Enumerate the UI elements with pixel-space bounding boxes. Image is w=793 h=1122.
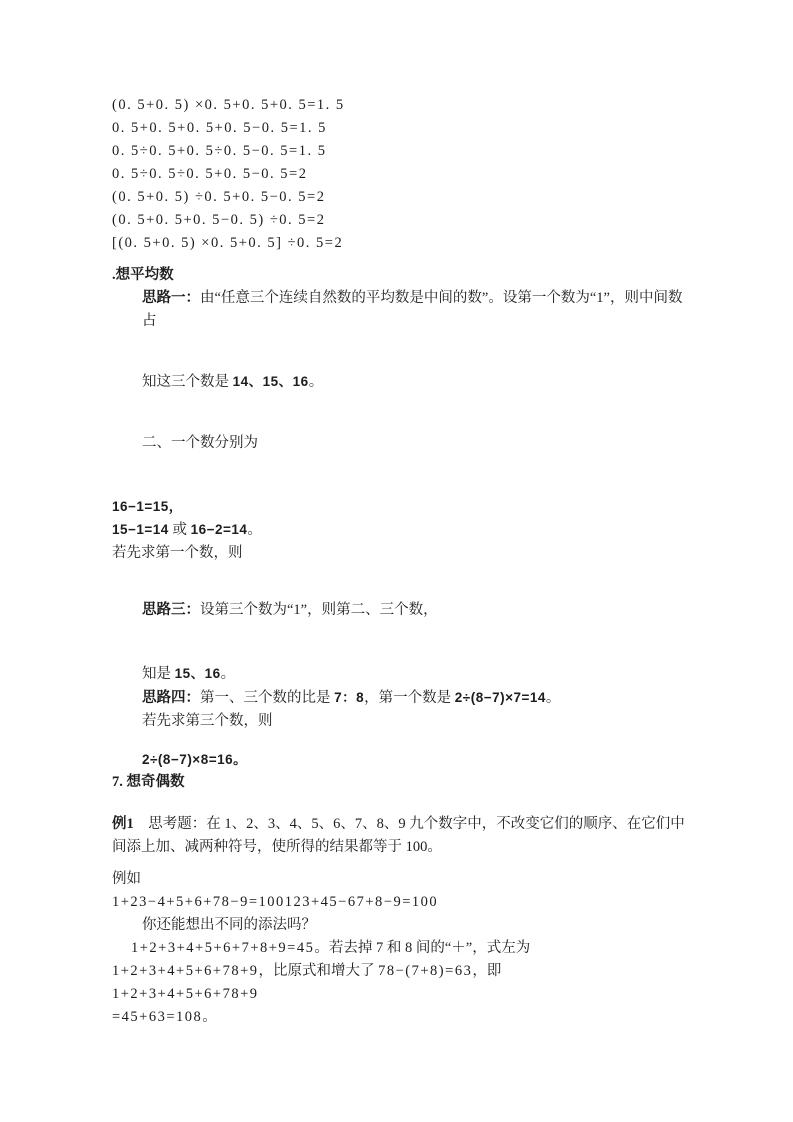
equation-period: 。 [247, 522, 262, 538]
approach-four-label: 思路四： [142, 690, 200, 706]
three-numbers-values: 14、15、16 [232, 374, 309, 389]
ratio-value: 7：8 [334, 690, 365, 705]
text-line-first-number: 若先求第一个数，则 [112, 545, 243, 561]
equation-part: 1+2+3+4+5+6+7+8+9=45 [131, 940, 315, 956]
equation-part: 1+2+3+4+5+6+78+9 [112, 963, 259, 979]
approach-three-text: 设第三个数为“1”，则第二、三个数， [200, 602, 438, 618]
known-suffix: 。 [220, 666, 236, 682]
equation-final-average: 2÷(8−7)×8=16。 [142, 752, 248, 767]
equation-line: 0. 5÷0. 5÷0. 5+0. 5−0. 5=2 [112, 166, 308, 182]
paragraph-approach-one [142, 287, 685, 333]
section-heading-odd-even: 7. 想奇偶数 [112, 774, 185, 790]
explanation-text: ，比原式和增大了 [258, 963, 379, 979]
paragraph-approach-two: 二、一个数分别为 [142, 435, 258, 451]
equation-or: 或 [168, 522, 191, 538]
paragraph-approach-three [142, 599, 685, 622]
equation-part: 78−(7+8)=63 [378, 963, 473, 979]
text-line-third-number: 若先求第三个数，则 [142, 713, 273, 729]
approach-one-label: 思路一： [142, 290, 200, 306]
approach-four-text2: ，第一个数是 [364, 690, 455, 706]
section-heading-average: .想平均数 [112, 267, 174, 283]
text-line-for-example: 例如 [112, 871, 141, 887]
first-number-equation: 2÷(8−7)×7=14 [454, 690, 546, 705]
equation-block-half [112, 94, 685, 255]
paragraph-example-one [112, 813, 685, 859]
three-numbers-prefix: 知这三个数是 [142, 374, 233, 390]
equation-line: (0. 5+0. 5) ÷0. 5+0. 5−0. 5=2 [112, 189, 326, 205]
three-numbers-suffix: 。 [308, 374, 324, 390]
equation-line: [(0. 5+0. 5) ×0. 5+0. 5] ÷0. 5=2 [112, 235, 344, 251]
paragraph-three-numbers [142, 370, 685, 394]
equation-line-hundred: 1+23−4+5+6+78−9=100123+45−67+8−9=100 [112, 894, 439, 910]
example-one-text: 思考题：在 1、2、3、4、5、6、7、8、9 九个数字中，不改变它们的顺序、在它们中间添上加、减两种符号，使所得的结果都等于 100。 [112, 816, 685, 855]
explanation-text: ，即 [472, 963, 502, 979]
equation-block-sixteen [112, 495, 685, 565]
equation-line: 0. 5÷0. 5+0. 5÷0. 5−0. 5=1. 5 [112, 143, 327, 159]
equation-line: 0. 5+0. 5+0. 5+0. 5−0. 5=1. 5 [112, 120, 327, 136]
known-prefix: 知是 [142, 666, 175, 682]
paragraph-known-numbers [142, 662, 685, 686]
text-line-question: 你还能想出不同的添法吗？ [142, 917, 316, 933]
known-values: 15、16 [174, 666, 221, 681]
equation-part: 16−2=14 [190, 522, 248, 537]
approach-four-text1: 第一、三个数的比是 [200, 690, 335, 706]
approach-one-text: 由“任意三个连续自然数的平均数是中间的数”。设第一个数为“1”，则中间数占 [142, 290, 683, 329]
approach-three-label: 思路三： [142, 602, 200, 618]
equation-line: (0. 5+0. 5) ×0. 5+0. 5+0. 5=1. 5 [112, 97, 345, 113]
paragraph-sum-explanation [112, 937, 685, 983]
explanation-text: 。若去掉 7 和 8 间的“＋”，式左为 [314, 940, 531, 956]
equation-part: 15−1=14 [112, 522, 169, 537]
example-one-label: 例1 [112, 816, 134, 832]
equation-line-sum: 1+2+3+4+5+6+78+9 [112, 986, 259, 1002]
approach-four-text3: 。 [545, 690, 561, 706]
equation-line-result: =45+63=108。 [112, 1009, 219, 1025]
paragraph-approach-four [142, 686, 685, 710]
equation-line: (0. 5+0. 5+0. 5−0. 5) ÷0. 5=2 [112, 212, 326, 228]
equation-line: 16−1=15， [112, 499, 183, 514]
example-one-gap [134, 816, 149, 832]
equation-line [112, 518, 685, 542]
